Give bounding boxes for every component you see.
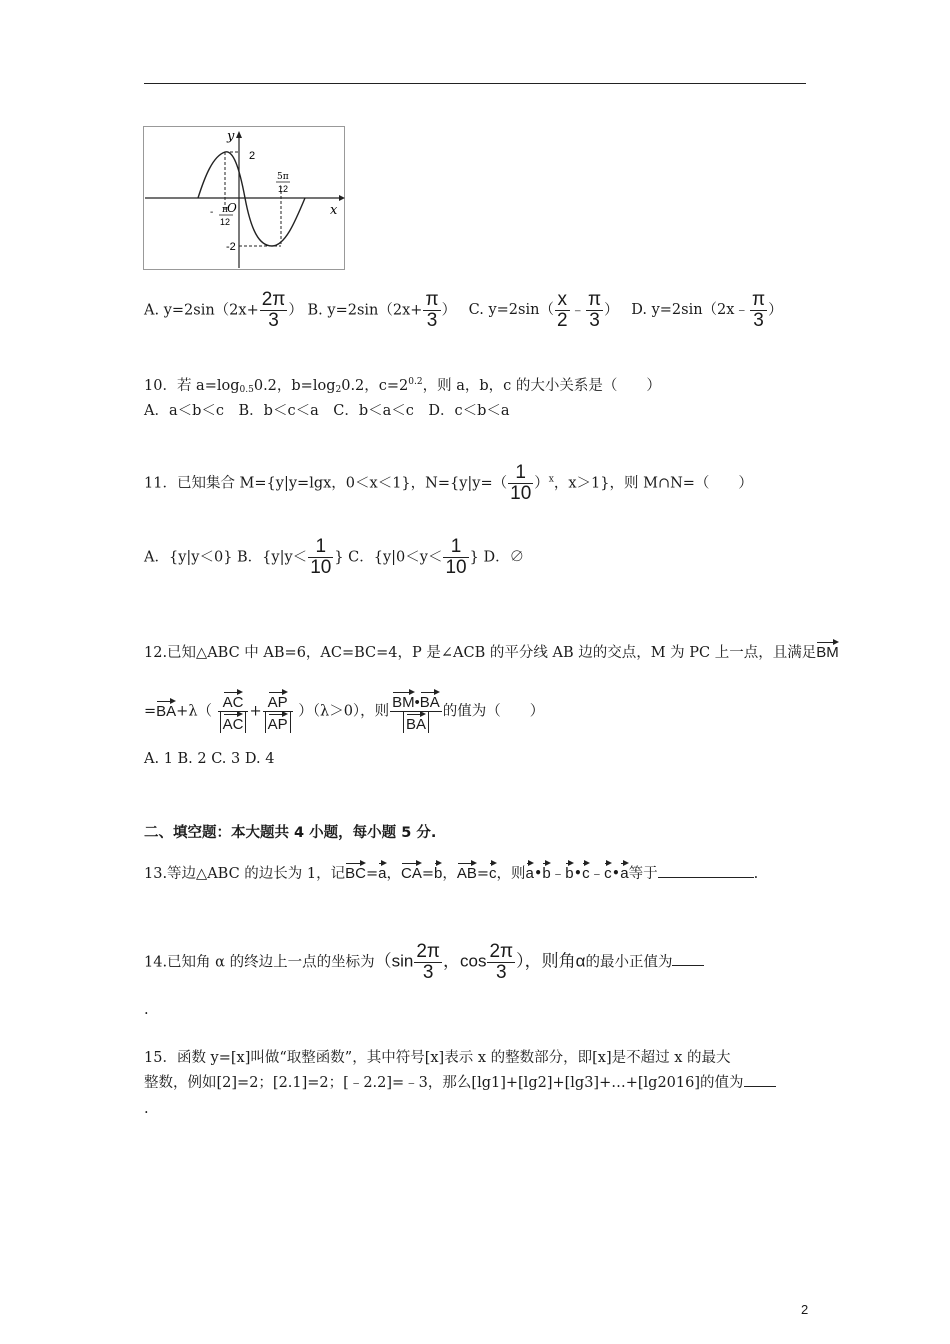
graph-ymin-label: -2 [226,241,236,253]
frac-denominator: 10 [445,556,467,578]
frac-numerator: π [588,289,602,310]
q12-mid-text: ）（λ＞0），则 [298,703,390,720]
q9-option-d-prefix: D. y=2sin（2x﹣ [631,302,749,319]
dot-operator: • [414,695,420,711]
q11-text-2: ） [534,475,549,492]
frac-denominator: 3 [496,961,507,983]
q15-answer-blank[interactable] [744,1086,776,1087]
q14-frac-2 [487,942,515,983]
vector-ca: CA [401,861,422,881]
frac-numerator: 1 [508,463,533,484]
q15-period: . [144,1101,149,1117]
header-rule [144,83,806,84]
vector-ba-abs: BA [406,712,426,733]
q10-text-1: 10．若 a=log [144,378,240,394]
minus: ﹣ [589,866,605,882]
q14-tail: 的最小正值为 [585,954,673,971]
q10-stem [144,378,661,395]
q10-text-3: 0.2，c=2 [341,378,409,394]
frac-denominator: 3 [589,309,600,331]
frac-numerator: x [555,290,570,311]
q10-options: A．a＜b＜c B．b＜c＜a C．b＜a＜c D．c＜b＜a [144,403,510,419]
frac-denominator: 2 [556,309,568,331]
page-number: 2 [801,1302,809,1317]
vector-ba: BA [156,699,176,719]
q11-option-c: } C．{y|0＜y＜ [334,549,443,566]
vector-b: b [542,861,550,881]
q10-subscript-1: 0.5 [239,385,254,395]
vector-ap-abs: AP [268,712,288,733]
frac-denominator: 10 [510,482,532,504]
graph-xneg-den: 12 [220,217,231,227]
vector-b: b [434,861,442,881]
frac-denominator: 3 [426,309,438,331]
frac-denominator: 3 [422,961,434,983]
q13-text: 13.等边△ABC 的边长为 1，记 [144,866,346,882]
q12-plus: + [249,703,262,720]
vector-b: b [565,861,573,881]
q14-text: 14.已知角 α 的终边上一点的坐标为 [144,954,375,971]
q12-stem-line2 [144,690,544,733]
frac-numerator: π [751,289,766,310]
q11-option-ab: A．{y|y＜0} B．{y|y＜ [144,549,308,566]
frac-numerator: 2π [261,289,286,310]
frac-numerator: 2π [416,941,440,962]
vector-ac: AC [223,690,244,711]
graph-xneg-num: π [222,205,228,215]
q9-option-d-frac [750,290,767,331]
q12-frac-ap [263,690,293,733]
vector-a: a [526,861,534,881]
q9-option-a-suffix: ） [288,302,303,319]
q9-option-b-prefix: B. y=2sin（2x+ [307,302,423,319]
q13-tail: 等于 [628,866,658,882]
q10-text-2: 0.2，b=log [253,378,336,394]
equals: = [366,866,379,882]
q13-stem [144,861,758,882]
q10-subscript-2: 2 [335,385,342,395]
q13-answer-blank[interactable] [658,877,754,878]
frac-numerator: 1 [443,537,468,558]
frac-denominator: 3 [268,309,279,331]
q9-option-c-minus: ﹣ [570,302,586,319]
q11-superscript: x [548,474,554,485]
equals: = [421,866,434,882]
q9-option-a-frac [260,290,288,331]
q14-frac-1 [414,942,442,983]
vector-bm-num: BM [392,690,415,711]
q12-frac-ac [218,690,249,733]
q9-options [144,290,783,331]
q13-period: . [753,866,759,882]
q12-tail: 的值为（ ） [442,703,545,720]
minus: ﹣ [550,866,566,882]
vector-bm: BM [816,640,839,660]
frac-denominator: 3 [753,309,764,331]
comma: ， [442,866,457,882]
q9-option-b-frac [423,290,440,331]
q15-line1: 15．函数 y=[x]叫做“取整函数”，其中符号[x]表示 x 的整数部分，即[x]是不超过 x 的最大 [144,1050,731,1066]
vector-ab: AB [457,861,477,881]
graph-origin-label: O [227,201,237,215]
q14-answer-blank[interactable] [672,965,704,966]
q14-then-angle: ），则角 [516,951,576,971]
q12-frac-result [390,690,442,733]
q15-text-2: 整数，例如[2]=2；[2.1]=2；[﹣2.2]=﹣3，那么[lg1]+[lg2]+[lg3]+…+[lg2016]的值为 [144,1075,744,1091]
q9-option-c-frac1 [555,290,570,331]
graph-xneg-sign: - [210,207,214,218]
graph-ymax-label: 2 [249,150,256,162]
q11-options [144,537,524,578]
graph-x-label: x [330,203,338,218]
q9-option-c-suffix: ） [604,302,619,319]
q14-cos: ，cos [443,951,487,971]
graph-xpos-den: 12 [278,184,289,194]
vector-ap: AP [268,690,288,711]
q9-option-d-suffix: ） [768,302,783,319]
q10-text-4: ，则 a，b，c 的大小关系是（ ） [422,378,661,394]
q14-alpha: α [575,951,586,971]
vector-a: a [378,861,386,881]
vector-bc: BC [345,861,366,881]
q10-superscript: 0.2 [408,377,423,387]
q9-option-c-prefix: C. y=2sin（ [468,302,554,319]
equals: = [476,866,490,882]
q14-stem [144,942,704,983]
vector-c: c [489,861,497,881]
then-text: ，则 [496,866,526,882]
frac-numerator: 2π [489,941,514,962]
vector-ba-num: BA [420,690,440,711]
frac-denominator: 10 [310,556,332,578]
q12-text-1: 12.已知△ABC 中 AB=6，AC=BC=4，P 是∠ACB 的平分线 AB 边的交点，M 为 PC 上一点，且满足 [144,645,817,661]
vector-c: c [582,861,590,881]
q11-option-c-frac [443,537,468,578]
vector-a: a [620,861,628,881]
section2-heading: 二、填空题：本大题共 4 小题，每小题 5 分. [144,825,437,841]
q9-option-b-suffix: ） [441,302,457,319]
graph-xpos-num: 5π [277,172,289,182]
q12-stem-line1 [144,640,839,661]
q11-text-1: 11．已知集合 M={y|y=lgx，0＜x＜1}，N={y|y=（ [144,475,508,492]
q9-option-c-frac2 [586,290,603,331]
q11-option-d: } D．∅ [469,549,525,566]
q12-options: A. 1 B. 2 C. 3 D. 4 [144,751,275,767]
frac-numerator: π [425,289,439,310]
comma: ， [386,866,401,882]
q11-frac [508,463,533,504]
q11-option-b-frac [308,537,333,578]
q11-text-3: ，x＞1}，则 M∩N=（ ） [553,475,753,492]
frac-numerator: 1 [308,537,333,558]
q15-line2 [144,1076,776,1091]
dot-operator: • [611,866,621,882]
sine-graph [143,126,346,271]
dot-operator: • [533,866,543,882]
q14-sin: （sin [374,951,414,971]
q9-option-a-prefix: A. y=2sin（2x+ [144,302,259,319]
q14-period: . [144,1002,149,1018]
dot-operator: • [573,866,583,882]
q12-plus-lambda: +λ（ [176,703,213,720]
vector-ac-abs: AC [223,712,244,733]
vector-c: c [604,861,612,881]
q12-equals: = [144,703,157,720]
graph-y-label: y [227,129,235,144]
q11-stem [144,463,753,504]
